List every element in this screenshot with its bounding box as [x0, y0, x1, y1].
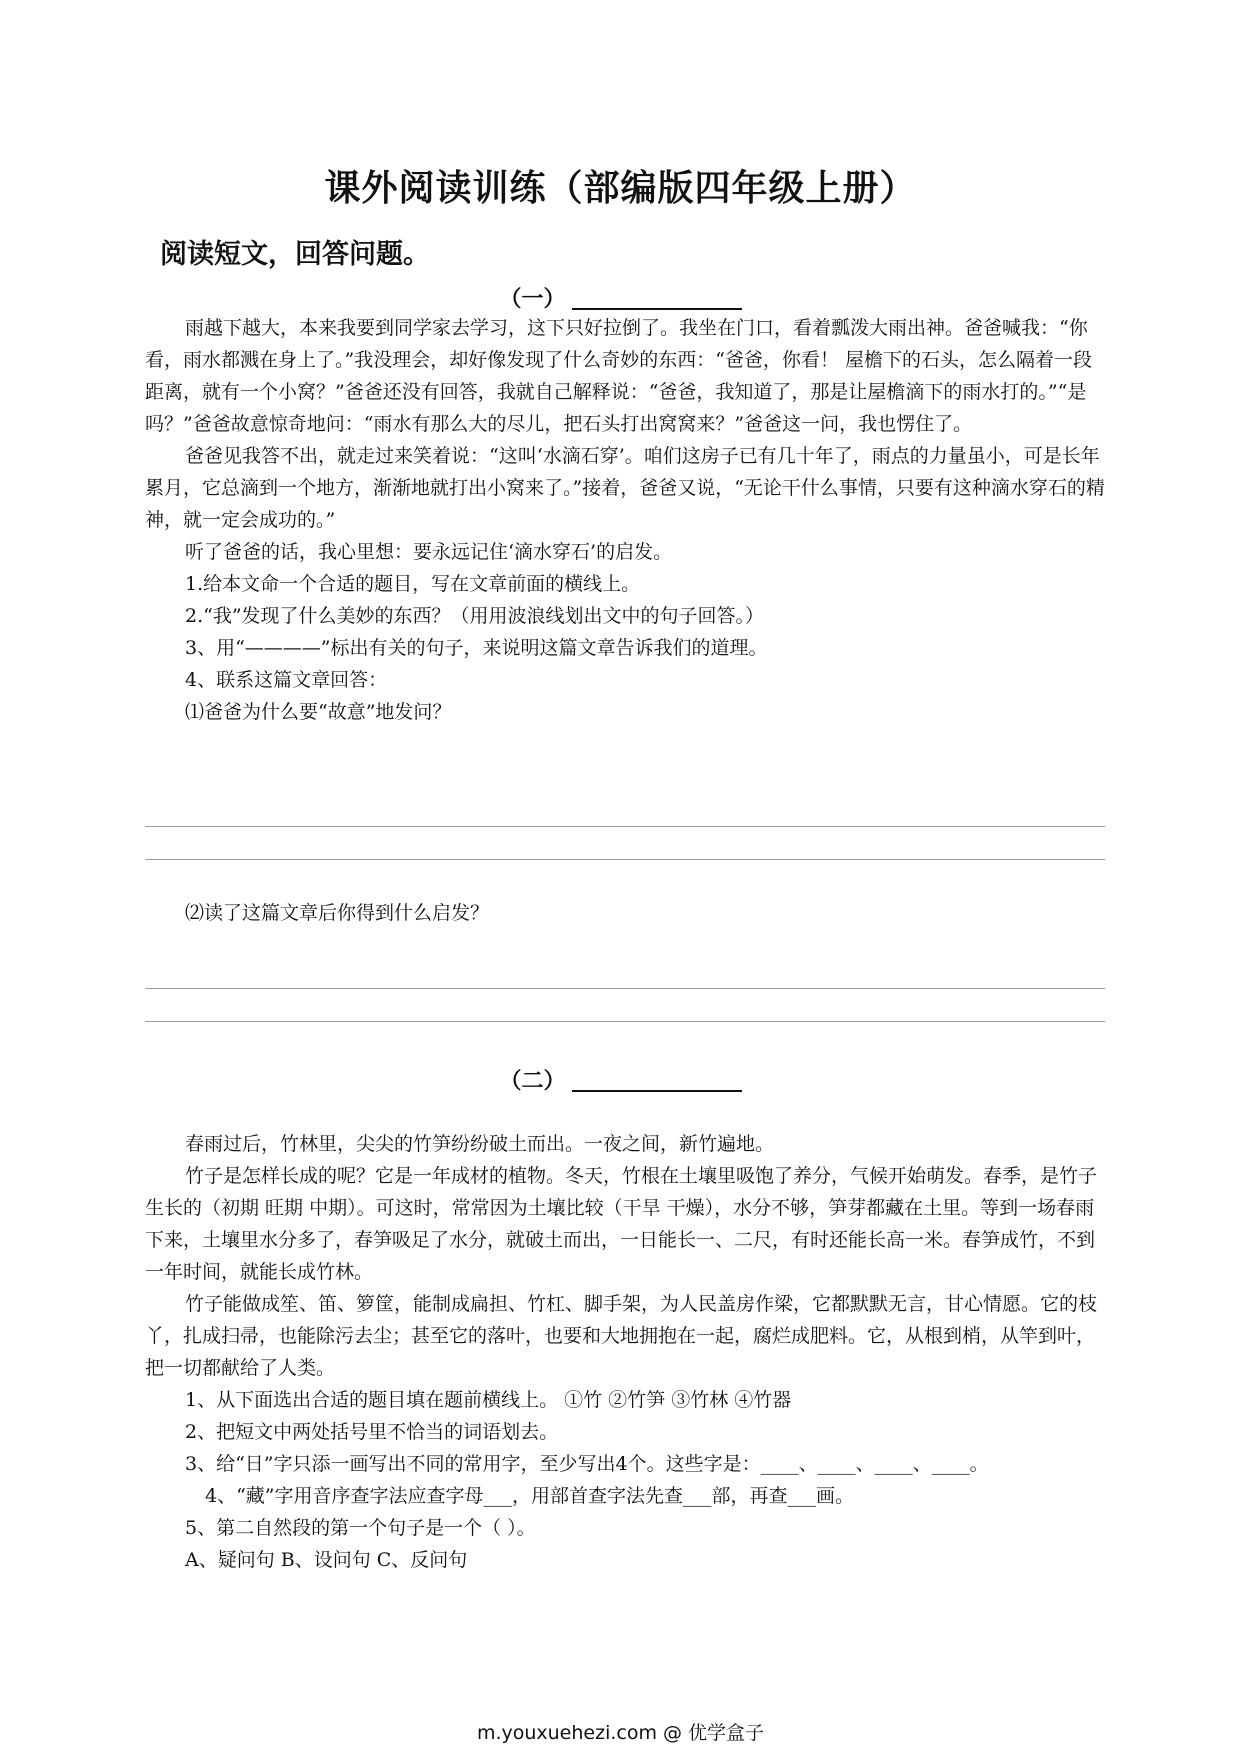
section-1-paragraph-3: 听了爸爸的话，我心里想：要永远记住‘滴水穿石’的启发。 [185, 541, 673, 563]
answer-line-4b-1[interactable] [145, 988, 1105, 989]
section-1-title-blank[interactable] [572, 288, 742, 310]
section-1-question-2: 2.“我”发现了什么美妙的东西？（用用波浪线划出文中的句子回答。） [185, 605, 765, 627]
section-1-paragraph-2: 爸爸见我答不出，就走过来笑着说：“这叫‘水滴石穿’。咱们这房子已有几十年了，雨点的力量虽小，可是长年累月，它总滴到一个地方，渐渐地就打出小窝来了。”接着，爸爸又说，“无论干什么事情，只要有这种滴水穿石的精神，就一定会成功的。” [145, 445, 1105, 531]
section-2-label: （二） [499, 1069, 566, 1094]
answer-line-4a-1[interactable] [145, 826, 1105, 827]
section-1-question-4b: ⑵读了这篇文章后你得到什么启发？ [185, 902, 490, 924]
section-1-text [145, 312, 1105, 728]
section-2-paragraph-3: 竹子能做成笙、笛、箩筐，能制成扁担、竹杠、脚手架，为人民盖房作梁，它都默默无言，甘心情愿。它的枝丫，扎成扫帚，也能除污去尘；甚至它的落叶，也要和大地拥抱在一起，腐烂成肥料。它，从根到梢，从竿到叶，把一切都献给了人类。 [145, 1293, 1098, 1379]
section-2-title-blank[interactable] [572, 1070, 742, 1092]
footer-watermark: m.youxuehezi.com @ 优学盒子 [476, 1722, 765, 1744]
section-2-question-5-options: A、疑问句 B、设问句 C、反问句 [185, 1549, 468, 1571]
section-1-question-4: 4、联系这篇文章回答： [185, 669, 388, 691]
section-2-paragraph-2: 竹子是怎样长成的呢？它是一年成材的植物。冬天，竹根在土壤里吸饱了养分，气候开始萌发。春季，是竹子生长的（初期 旺期 中期）。可这时，常常因为土壤比较（干旱 干燥），水分不够，笋芽都藏在土里。等到一场春雨下来，土壤里水分多了，春笋吸足了水分，就破土而出，一日能长一、二尺，有时还能长高一米。春笋成竹，不到一年时间，就能长成竹林。 [145, 1165, 1098, 1283]
section-2-question-2: 2、把短文中两处括号里不恰当的词语划去。 [185, 1421, 559, 1443]
section-2-question-4: 4、“藏”字用音序查字法应查字母___，用部首查字法先查___部，再查___画。 [205, 1485, 855, 1507]
section-2-question-3: 3、给“日”字只添一画写出不同的常用字，至少写出4个。这些字是：____、____、____、____。 [185, 1453, 989, 1475]
section-1-question-4b-wrap [145, 897, 1105, 929]
section-2-question-5: 5、第二自然段的第一个句子是一个（ ）。 [185, 1517, 536, 1539]
section-1-paragraph-1: 雨越下越大，本来我要到同学家去学习，这下只好拉倒了。我坐在门口，看着瓢泼大雨出神。爸爸喊我：“你看，雨水都溅在身上了。”我没理会，却好像发现了什么奇妙的东西：“爸爸，你看！ 屋檐下的石头，怎么隔着一段距离，就有一个小窝？”爸爸还没有回答，我就自己解释说：“爸爸，我知道了，那是让屋檐滴下的雨水打的。”“是吗？”爸爸故意惊奇地问：“雨水有那么大的尽儿，把石头打出窝窝来？”爸爸这一问，我也愣住了。 [145, 317, 1092, 435]
page-title: 课外阅读训练（部编版四年级上册） [324, 168, 917, 209]
instruction-heading: 阅读短文，回答问题。 [160, 239, 430, 270]
answer-line-4a-2[interactable] [145, 859, 1105, 860]
section-2-text [145, 1128, 1105, 1576]
section-1-question-4a: ⑴爸爸为什么要“故意”地发问？ [185, 701, 452, 723]
section-1-label: （一） [499, 287, 566, 312]
section-1-question-3: 3、用“————”标出有关的句子，来说明这篇文章告诉我们的道理。 [185, 637, 768, 659]
section-1-heading [0, 282, 1241, 313]
section-2-heading [0, 1064, 1241, 1095]
section-2-question-1: 1、从下面选出合适的题目填在题前横线上。 ①竹 ②竹笋 ③竹林 ④竹器 [185, 1389, 792, 1411]
section-1-question-1: 1.给本文命一个合适的题目，写在文章前面的横线上。 [185, 573, 641, 595]
answer-line-4b-2[interactable] [145, 1021, 1105, 1022]
section-2-paragraph-1: 春雨过后，竹林里，尖尖的竹笋纷纷破土而出。一夜之间，新竹遍地。 [185, 1133, 775, 1155]
